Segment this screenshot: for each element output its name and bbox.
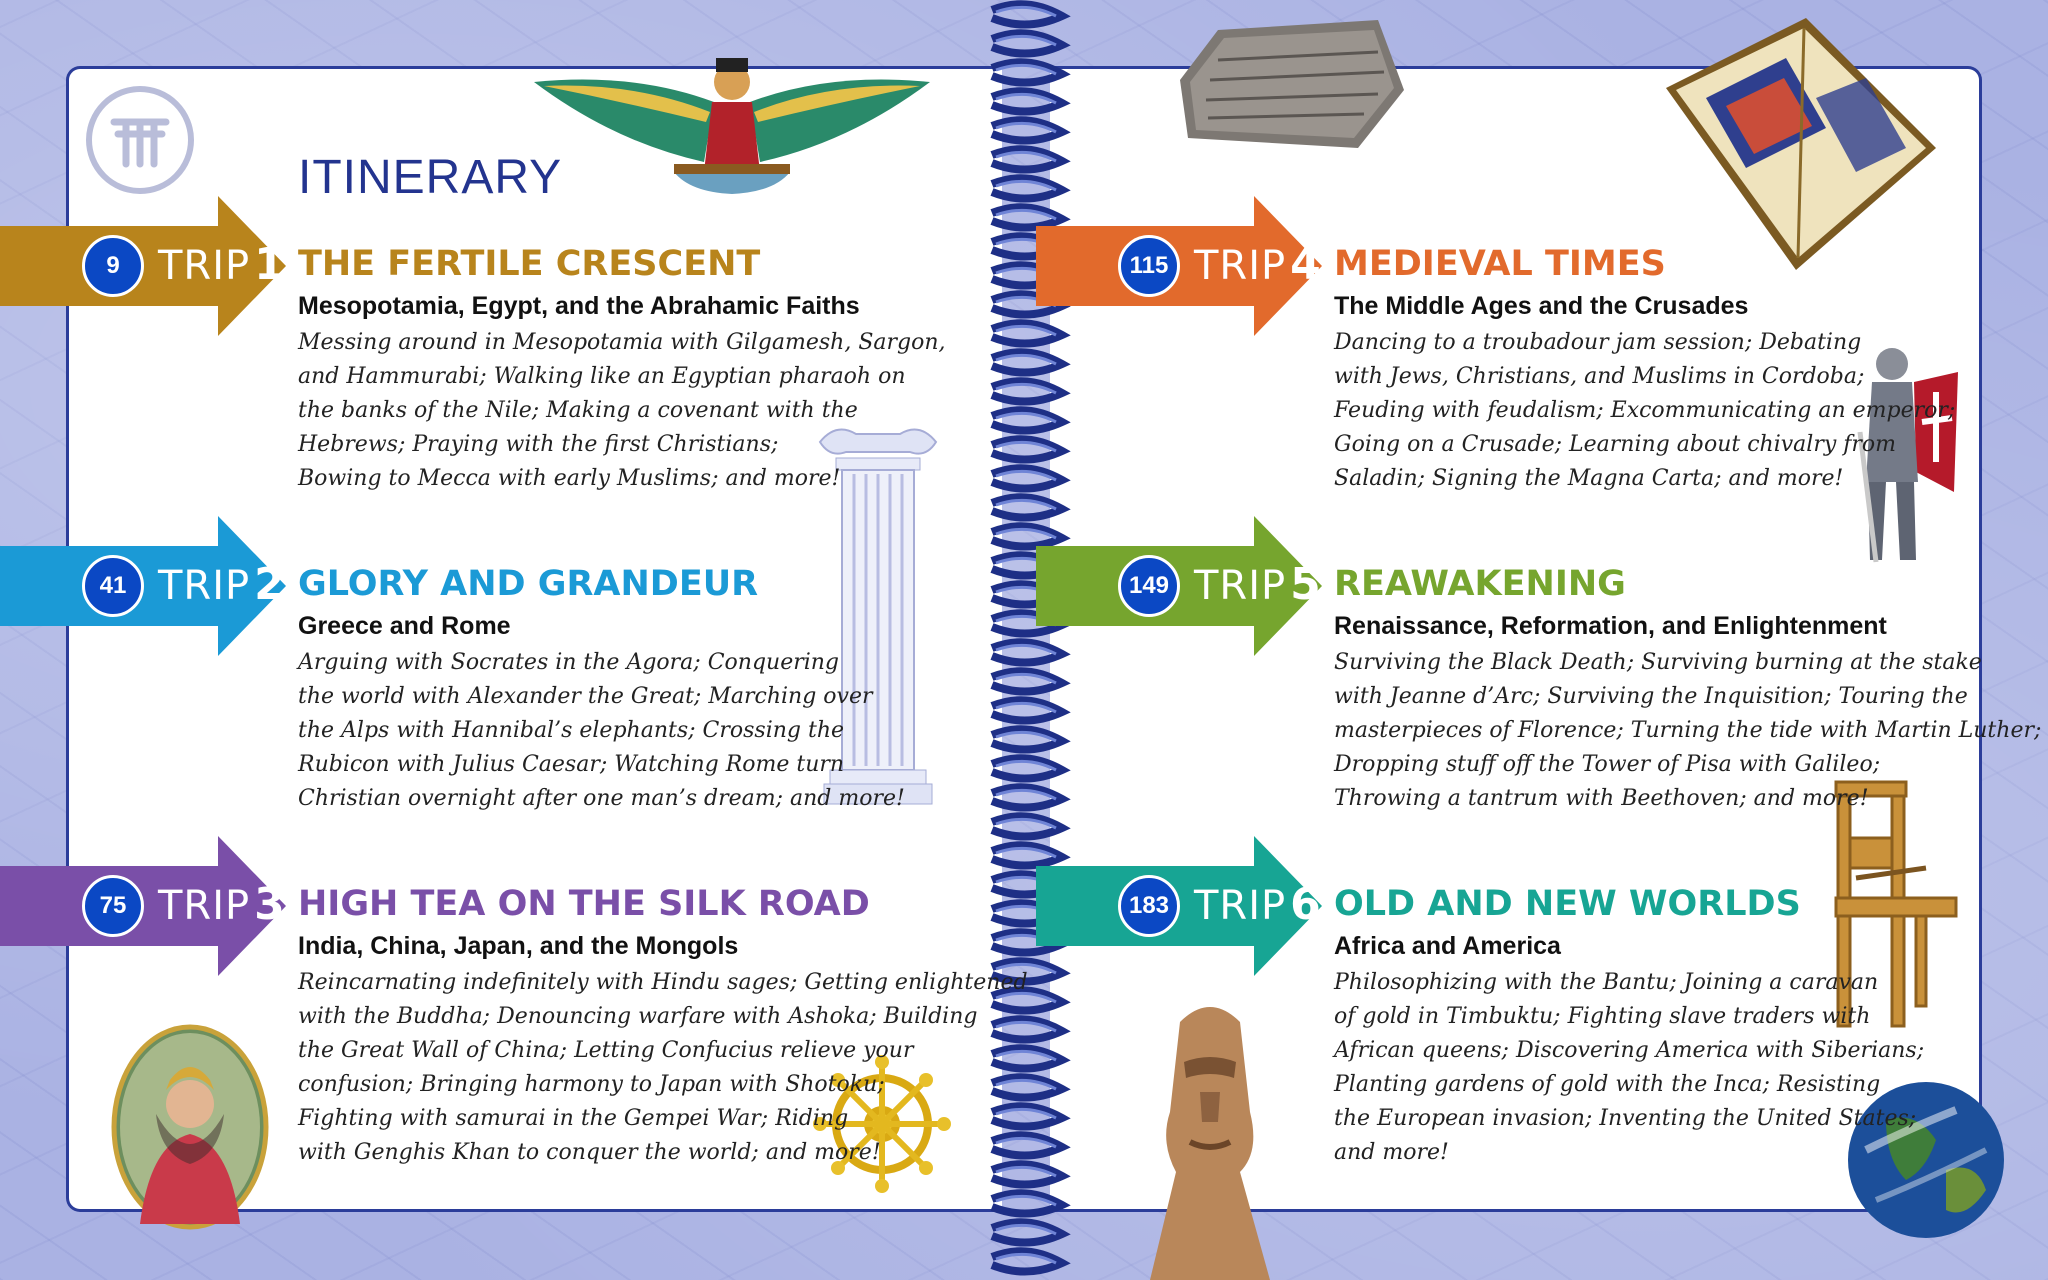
- mughal-portrait-icon: [110, 1024, 270, 1230]
- trip-title: REAWAKENING: [1334, 564, 1626, 604]
- trip-5-arrow[interactable]: [1036, 516, 1322, 656]
- trip-description: [1334, 966, 1924, 1170]
- trip-description: [298, 326, 946, 496]
- trip-description: [298, 966, 1028, 1170]
- trip-subtitle: The Middle Ages and the Crusades: [1334, 292, 1749, 320]
- trip-number: 4: [1290, 239, 1322, 290]
- nok-sculpture-icon: [1140, 992, 1280, 1280]
- description-line: with Genghis Khan to conquer the world; and more!: [298, 1140, 881, 1165]
- trip-number: 5: [1290, 559, 1322, 610]
- trip-number: 1: [254, 239, 286, 290]
- description-line: Going on a Crusade; Learning about chivalry from: [1334, 432, 1897, 457]
- description-line: Surviving the Black Death; Surviving burning at the stake: [1334, 650, 1982, 675]
- description-line: Christian overnight after one man’s dream; and more!: [298, 786, 905, 811]
- description-line: African queens; Discovering America with Siberians;: [1334, 1038, 1925, 1063]
- description-line: Arguing with Socrates in the Agora; Conquering: [298, 650, 840, 675]
- trip-title: MEDIEVAL TIMES: [1334, 244, 1666, 284]
- description-line: masterpieces of Florence; Turning the tide with Martin Luther;: [1334, 718, 2042, 743]
- trip-word: TRIP: [158, 883, 251, 929]
- description-line: the banks of the Nile; Making a covenant with the: [298, 398, 858, 423]
- trip-word: TRIP: [158, 243, 251, 289]
- description-line: confusion; Bringing harmony to Japan with Shotoku;: [298, 1072, 885, 1097]
- description-line: the world with Alexander the Great; Marching over: [298, 684, 873, 709]
- trip-description: [1334, 326, 1955, 496]
- description-line: Philosophizing with the Bantu; Joining a caravan: [1334, 970, 1879, 995]
- trip-title: HIGH TEA ON THE SILK ROAD: [298, 884, 870, 924]
- description-line: Rubicon with Julius Caesar; Watching Rome turn: [298, 752, 845, 777]
- description-line: Fighting with samurai in the Gempei War; Riding: [298, 1106, 849, 1131]
- description-line: Dancing to a troubadour jam session; Debating: [1334, 330, 1862, 355]
- description-line: Throwing a tantrum with Beethoven; and more!: [1334, 786, 1869, 811]
- description-line: and Hammurabi; Walking like an Egyptian pharaoh on: [298, 364, 906, 389]
- description-line: Reincarnating indefinitely with Hindu sages; Getting enlightened: [298, 970, 1028, 995]
- trip-subtitle: Renaissance, Reformation, and Enlightenment: [1334, 612, 1887, 640]
- description-line: the Great Wall of China; Letting Confucius relieve your: [298, 1038, 914, 1063]
- description-line: with Jews, Christians, and Muslims in Cordoba;: [1334, 364, 1865, 389]
- description-line: with the Buddha; Denouncing warfare with Ashoka; Building: [298, 1004, 978, 1029]
- trip-subtitle: Africa and America: [1334, 932, 1561, 960]
- trip-subtitle: India, China, Japan, and the Mongols: [298, 932, 739, 960]
- page-number-badge: 183: [1118, 875, 1180, 937]
- trip-word: TRIP: [1194, 243, 1287, 289]
- trip-label: [158, 239, 286, 290]
- logo-icon: [86, 86, 194, 194]
- page-title: ITINERARY: [298, 151, 563, 204]
- page-number-badge: 41: [82, 555, 144, 617]
- description-line: of gold in Timbuktu; Fighting slave traders with: [1334, 1004, 1871, 1029]
- illuminated-book-icon: [1636, 8, 1950, 276]
- trip-description: [298, 646, 905, 816]
- trip-word: TRIP: [1194, 563, 1287, 609]
- trip-label: [158, 879, 286, 930]
- trip-description: [1334, 646, 2041, 816]
- trip-4-arrow[interactable]: [1036, 196, 1322, 336]
- description-line: Bowing to Mecca with early Muslims; and more!: [298, 466, 841, 491]
- trip-number: 2: [254, 559, 286, 610]
- trip-6-arrow[interactable]: [1036, 836, 1322, 976]
- cuneiform-tablet-icon: [1178, 20, 1408, 150]
- description-line: Saladin; Signing the Magna Carta; and more!: [1334, 466, 1844, 491]
- trip-2-arrow[interactable]: [0, 516, 286, 656]
- trip-subtitle: Mesopotamia, Egypt, and the Abrahamic Faiths: [298, 292, 860, 320]
- description-line: Hebrews; Praying with the first Christians;: [298, 432, 779, 457]
- trip-3-arrow[interactable]: [0, 836, 286, 976]
- trip-title: OLD AND NEW WORLDS: [1334, 884, 1801, 924]
- trip-label: [1194, 239, 1322, 290]
- trip-title: THE FERTILE CRESCENT: [298, 244, 761, 284]
- trip-number: 6: [1290, 879, 1322, 930]
- trip-label: [158, 559, 286, 610]
- page-number-badge: 75: [82, 875, 144, 937]
- trip-label: [1194, 559, 1322, 610]
- description-line: the Alps with Hannibal’s elephants; Crossing the: [298, 718, 845, 743]
- description-line: and more!: [1334, 1140, 1449, 1165]
- description-line: with Jeanne d’Arc; Surviving the Inquisition; Touring the: [1334, 684, 1968, 709]
- trip-number: 3: [254, 879, 286, 930]
- winged-goddess-icon: [524, 52, 940, 196]
- description-line: Feuding with feudalism; Excommunicating an emperor;: [1334, 398, 1956, 423]
- trip-word: TRIP: [158, 563, 251, 609]
- page-number-badge: 115: [1118, 235, 1180, 297]
- trip-word: TRIP: [1194, 883, 1287, 929]
- description-line: Dropping stuff off the Tower of Pisa with Galileo;: [1334, 752, 1881, 777]
- page-number-badge: 9: [82, 235, 144, 297]
- trip-1-arrow[interactable]: [0, 196, 286, 336]
- description-line: Messing around in Mesopotamia with Gilgamesh, Sargon,: [298, 330, 946, 355]
- trip-title: GLORY AND GRANDEUR: [298, 564, 759, 604]
- description-line: the European invasion; Inventing the United States;: [1334, 1106, 1917, 1131]
- description-line: Planting gardens of gold with the Inca; Resisting: [1334, 1072, 1881, 1097]
- page-number-badge: 149: [1118, 555, 1180, 617]
- trip-subtitle: Greece and Rome: [298, 612, 511, 640]
- trip-label: [1194, 879, 1322, 930]
